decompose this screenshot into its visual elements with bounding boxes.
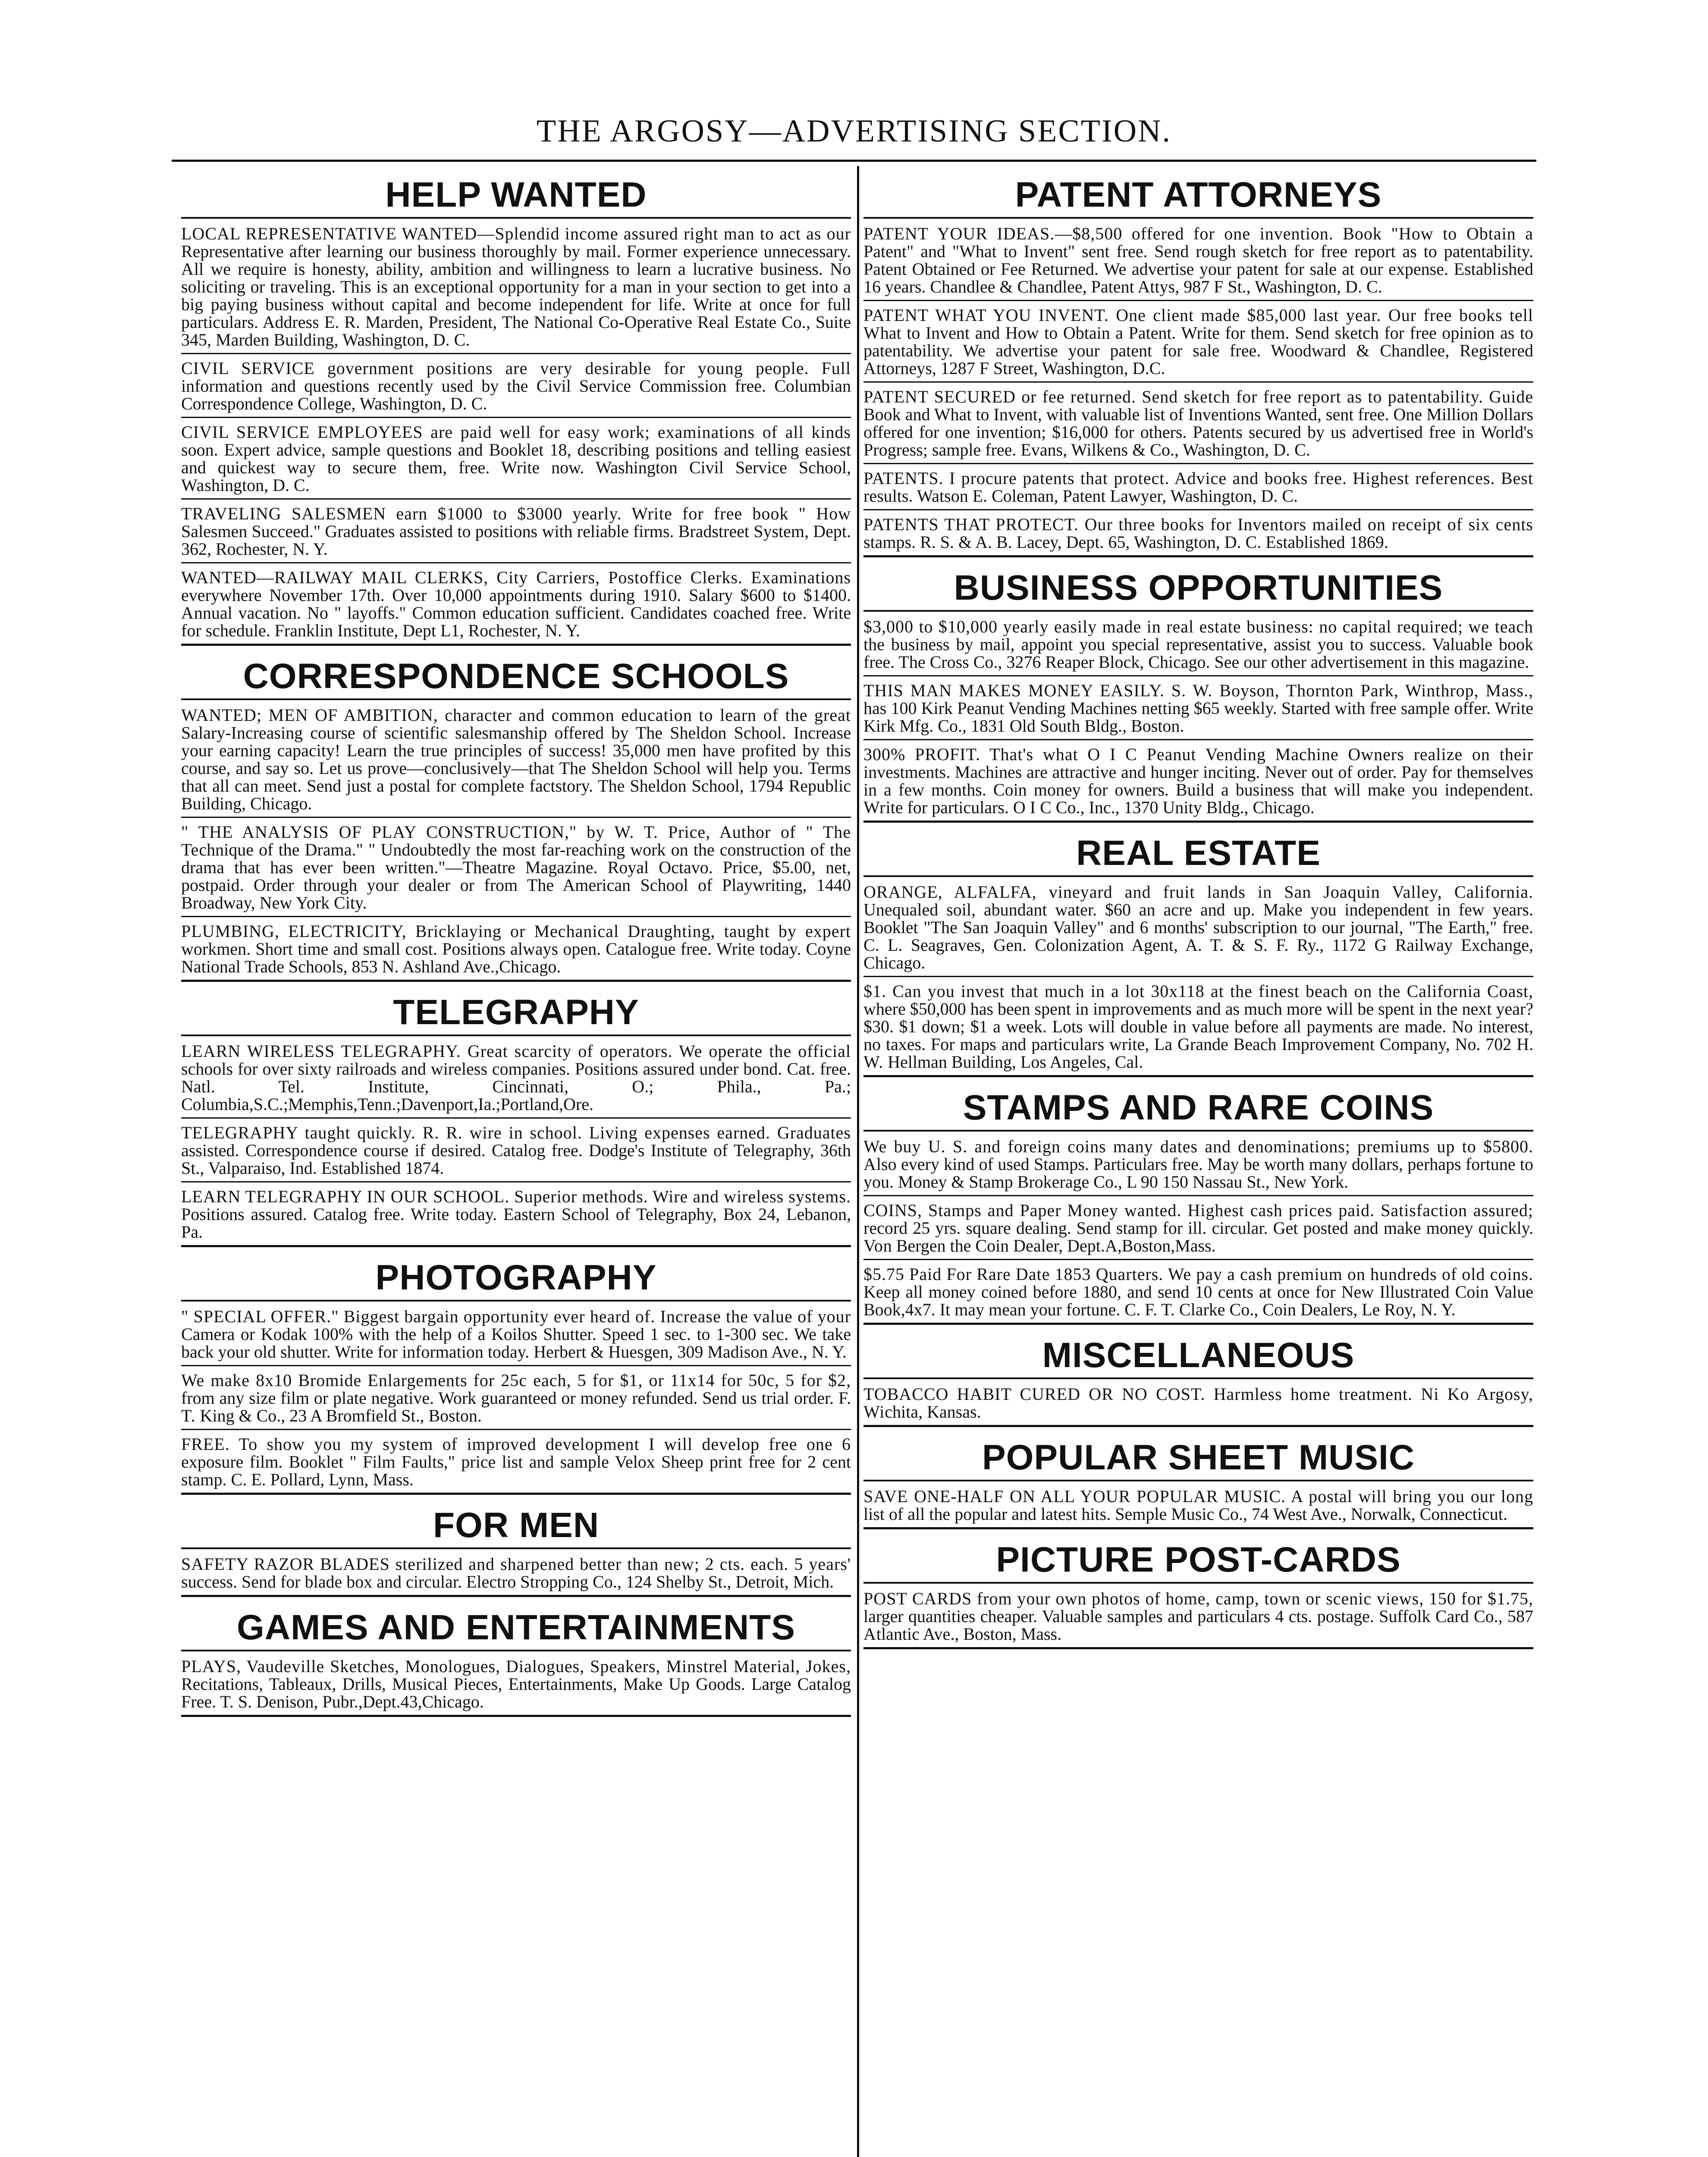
section-title: TELEGRAPHY	[181, 992, 851, 1036]
classified-ad: LOCAL REPRESENTATIVE WANTED—Splendid income assured right man to act as our Representative after learning our business thoroughly by mail. Former experience unnecessary. All we require is honesty, ability, ambition and willingness to learn a lucrative business. No soliciting or traveling. This is an exceptional opportunity for a man in your section to get into a big paying business without capital and become independent for life. Write at once for full particulars. Address E. R. Marden, President, The National Co-Operative Real Estate Co., Suite 345, Marden Building, Washington, D. C.	[181, 223, 851, 354]
section	[863, 1335, 1533, 1427]
classified-ad: 300% PROFIT. That's what O I C Peanut Vending Machine Owners realize on their investments. Machines are attractive and hunger inciting. Never out of order. Pay for themselves in a few months. Coin money for owners. Build a business that will make you independent. Write for particulars. O I C Co., Inc., 1370 Unity Bldg., Chicago.	[863, 744, 1533, 823]
section	[181, 1505, 851, 1597]
classified-ad: SAVE ONE-HALF ON ALL YOUR POPULAR MUSIC. A postal will bring you our long list of all the popular and latest hits. Semple Music Co., 74 West Ave., Norwalk, Connecticut.	[863, 1486, 1533, 1529]
classified-ad: TELEGRAPHY taught quickly. R. R. wire in school. Living expenses earned. Graduates assisted. Correspondence course if desired. Catalog free. Dodge's Institute of Telegraphy, 36th St., Valparaiso, Ind. Established 1874.	[181, 1122, 851, 1182]
classified-ad: LEARN TELEGRAPHY IN OUR SCHOOL. Superior methods. Wire and wireless systems. Positions assured. Catalog free. Write today. Eastern School of Telegraphy, Box 24, Lebanon, Pa.	[181, 1186, 851, 1247]
section-title: FOR MEN	[181, 1505, 851, 1549]
classified-ad: THIS MAN MAKES MONEY EASILY. S. W. Boyson, Thornton Park, Winthrop, Mass., has 100 Kirk Peanut Vending Machines netting $65 weekly. Started with free sample offer. Write Kirk Mfg. Co., 1831 Old South Bldg., Boston.	[863, 680, 1533, 740]
section	[181, 1258, 851, 1495]
section-title: HELP WANTED	[181, 175, 851, 219]
section	[863, 1540, 1533, 1649]
classified-ad: $5.75 Paid For Rare Date 1853 Quarters. We pay a cash premium on hundreds of old coins. Keep all money coined before 1880, and send 10 cents at once for New Illustrated Coin Value Book,4x7. It may mean your fortune. C. F. T. Clarke Co., Coin Dealers, Le Roy, N. Y.	[863, 1264, 1533, 1325]
classified-ad: ORANGE, ALFALFA, vineyard and fruit lands in San Joaquin Valley, California. Unequaled soil, abundant water. $60 an acre and up. Make you independent in few years. Booklet "The San Joaquin Valley" and 6 months' subscription to our journal, "The Earth," free. C. L. Seagraves, Gen. Colonization Agent, A. T. & S. F. Ry., 1172 G Railway Exchange, Chicago.	[863, 881, 1533, 977]
section-title: PICTURE POST-CARDS	[863, 1540, 1533, 1584]
right-column	[863, 175, 1533, 1660]
classified-ad: We make 8x10 Bromide Enlargements for 25c each, 5 for $1, or 11x14 for 50c, 5 for $2, from any size film or plate negative. Work guaranteed or money refunded. Send us trial order. F. T. King & Co., 23 A Bromfield St., Boston.	[181, 1370, 851, 1430]
section-title: CORRESPONDENCE SCHOOLS	[181, 656, 851, 700]
section-title: BUSINESS OPPORTUNITIES	[863, 568, 1533, 612]
section-title: PATENT ATTORNEYS	[863, 175, 1533, 219]
section-title: STAMPS AND RARE COINS	[863, 1088, 1533, 1132]
classified-ad: " THE ANALYSIS OF PLAY CONSTRUCTION," by W. T. Price, Author of " The Technique of the Drama." " Undoubtedly the most far-reaching work on the construction of the drama that has ever been written."—Theatre Magazine. Royal Octavo. Price, $5.00, net, postpaid. Order through your dealer or from The American School of Playwriting, 1440 Broadway, New York City.	[181, 821, 851, 917]
classified-ad: SAFETY RAZOR BLADES sterilized and sharpened better than new; 2 cts. each. 5 years' success. Send for blade box and circular. Electro Stropping Co., 124 Shelby St., Detroit, Mich.	[181, 1553, 851, 1597]
section-title: POPULAR SHEET MUSIC	[863, 1437, 1533, 1481]
section	[863, 568, 1533, 823]
running-head: THE ARGOSY—ADVERTISING SECTION.	[537, 113, 1171, 149]
classified-ad: PLUMBING, ELECTRICITY, Bricklaying or Mechanical Draughting, taught by expert workmen. Short time and small cost. Positions always open. Catalogue free. Write today. Coyne National Trade Schools, 853 N. Ashland Ave.,Chicago.	[181, 921, 851, 982]
section	[181, 992, 851, 1247]
classified-ad: CIVIL SERVICE government positions are very desirable for young people. Full information and questions recently used by the Civil Service Commission free. Columbian Correspondence College, Washington, D. C.	[181, 358, 851, 418]
section-title: MISCELLANEOUS	[863, 1335, 1533, 1379]
classified-ad: PLAYS, Vaudeville Sketches, Monologues, Dialogues, Speakers, Minstrel Material, Jokes, Recitations, Tableaux, Drills, Musical Pieces, Entertainments, Make Up Goods. Large Catalog Free. T. S. Denison, Pubr.,Dept.43,Chicago.	[181, 1656, 851, 1717]
section	[181, 175, 851, 646]
classified-ad: FREE. To show you my system of improved development I will develop free one 6 exposure film. Booklet " Film Faults," price list and sample Velox Sheep print free for 2 cent stamp. C. E. Pollard, Lynn, Mass.	[181, 1434, 851, 1495]
section	[863, 1437, 1533, 1529]
classified-ad: COINS, Stamps and Paper Money wanted. Highest cash prices paid. Satisfaction assured; record 25 yrs. square dealing. Send stamp for ill. circular. Get posted and make money quickly. Von Bergen the Coin Dealer, Dept.A,Boston,Mass.	[863, 1200, 1533, 1260]
section	[863, 833, 1533, 1077]
classified-ad: PATENTS THAT PROTECT. Our three books for Inventors mailed on receipt of six cents stamps. R. S. & A. B. Lacey, Dept. 65, Washington, D. C. Established 1869.	[863, 514, 1533, 557]
classified-ad: PATENT SECURED or fee returned. Send sketch for free report as to patentability. Guide Book and What to Invent, with valuable list of Inventions Wanted, sent free. One Million Dollars offered for one invention; $16,000 for others. Patents secured by us advertised free in World's Progress; sample free. Evans, Wilkens & Co., Washington, D. C.	[863, 386, 1533, 464]
classified-ad: We buy U. S. and foreign coins many dates and denominations; premiums up to $5800. Also every kind of used Stamps. Particulars free. May be worth many dollars, perhaps fortune to you. Money & Stamp Brokerage Co., L 90 150 Nassau St., New York.	[863, 1136, 1533, 1196]
classified-ad: PATENTS. I procure patents that protect. Advice and books free. Highest references. Best results. Watson E. Coleman, Patent Lawyer, Washington, D. C.	[863, 468, 1533, 510]
classified-ad: TOBACCO HABIT CURED OR NO COST. Harmless home treatment. Ni Ko Argosy, Wichita, Kansas.	[863, 1383, 1533, 1427]
classified-ad: " SPECIAL OFFER." Biggest bargain opportunity ever heard of. Increase the value of your Camera or Kodak 100% with the help of a Koilos Shutter. Speed 1 sec. to 1-300 sec. We take back your old shutter. Write for information today. Herbert & Huesgen, 309 Madison Ave., N. Y.	[181, 1306, 851, 1366]
classified-ad: LEARN WIRELESS TELEGRAPHY. Great scarcity of operators. We operate the official schools for over sixty railroads and wireless companies. Positions assured under bond. Cat. free. Natl. Tel. Institute, Cincinnati, O.; Phila., Pa.; Columbia,S.C.;Memphis,Tenn.;Davenport,Ia.;Portland,Ore.	[181, 1041, 851, 1119]
classified-ad: WANTED; MEN OF AMBITION, character and common education to learn of the great Salary-Increasing course of scientific salesmanship offered by The Sheldon School. Increase your earning capacity! Learn the true principles of success! 35,000 men have profited by this course, and say so. Let us prove—conclusively—that The Sheldon School will help you. Terms that all can meet. Send just a postal for complete factstory. The Sheldon School, 1794 Republic Building, Chicago.	[181, 704, 851, 818]
classified-ad: PATENT WHAT YOU INVENT. One client made $85,000 last year. Our free books tell What to Invent and How to Obtain a Patent. Write for them. Send sketch for free opinion as to patentability. We advertise your patent for sale free. Woodward & Chandlee, Registered Attorneys, 1287 F Street, Washington, D.C.	[863, 305, 1533, 383]
left-column	[181, 175, 851, 1727]
classified-ad: $1. Can you invest that much in a lot 30x118 at the finest beach on the California Coast, where $50,000 has been spent in improvements and as much more will be spent in the next year? $30. $1 down; $1 a week. Lots will double in value before all payments are made. No interest, no taxes. For maps and particulars write, La Grande Beach Improvement Company, No. 702 H. W. Hellman Building, Los Angeles, Cal.	[863, 981, 1533, 1077]
section	[181, 1607, 851, 1717]
classified-ad: CIVIL SERVICE EMPLOYEES are paid well for easy work; examinations of all kinds soon. Expert advice, sample questions and Booklet 18, describing positions and telling easiest and quickest way to secure them, free. Write now. Washington Civil Service School, Washington, D. C.	[181, 421, 851, 500]
header-rule	[172, 160, 1536, 162]
classified-ad: $3,000 to $10,000 yearly easily made in real estate business: no capital required; we teach the business by mail, appoint you special representative, assist you to success. Valuable book free. The Cross Co., 3276 Reaper Block, Chicago. See our other advertisement in this magazine.	[863, 616, 1533, 676]
classified-ad: POST CARDS from your own photos of home, camp, town or scenic views, 150 for $1.75, larger quantities cheaper. Valuable samples and particulars 4 cts. postage. Suffolk Card Co., 587 Atlantic Ave., Boston, Mass.	[863, 1588, 1533, 1649]
section-title: PHOTOGRAPHY	[181, 1258, 851, 1302]
section	[181, 656, 851, 982]
classified-ad: PATENT YOUR IDEAS.—$8,500 offered for one invention. Book "How to Obtain a Patent" and "What to Invent" sent free. Send rough sketch for free report as to patentability. Patent Obtained or Fee Returned. We advertise your patent for sale at our expense. Established 16 years. Chandlee & Chandlee, Patent Attys, 987 F St., Washington, D. C.	[863, 223, 1533, 301]
classified-ad: TRAVELING SALESMEN earn $1000 to $3000 yearly. Write for free book " How Salesmen Succeed." Graduates assisted to positions with reliable firms. Bradstreet System, Dept. 362, Rochester, N. Y.	[181, 503, 851, 563]
column-divider	[857, 166, 859, 2157]
section	[863, 175, 1533, 557]
section-title: REAL ESTATE	[863, 833, 1533, 877]
classified-ad: WANTED—RAILWAY MAIL CLERKS, City Carriers, Postoffice Clerks. Examinations everywhere November 17th. Over 10,000 appointments during 1910. Salary $600 to $1400. Annual vacation. No " layoffs." Common education sufficient. Candidates coached free. Write for schedule. Franklin Institute, Dept L1, Rochester, N. Y.	[181, 567, 851, 646]
section	[863, 1088, 1533, 1325]
section-title: GAMES AND ENTERTAINMENTS	[181, 1607, 851, 1651]
